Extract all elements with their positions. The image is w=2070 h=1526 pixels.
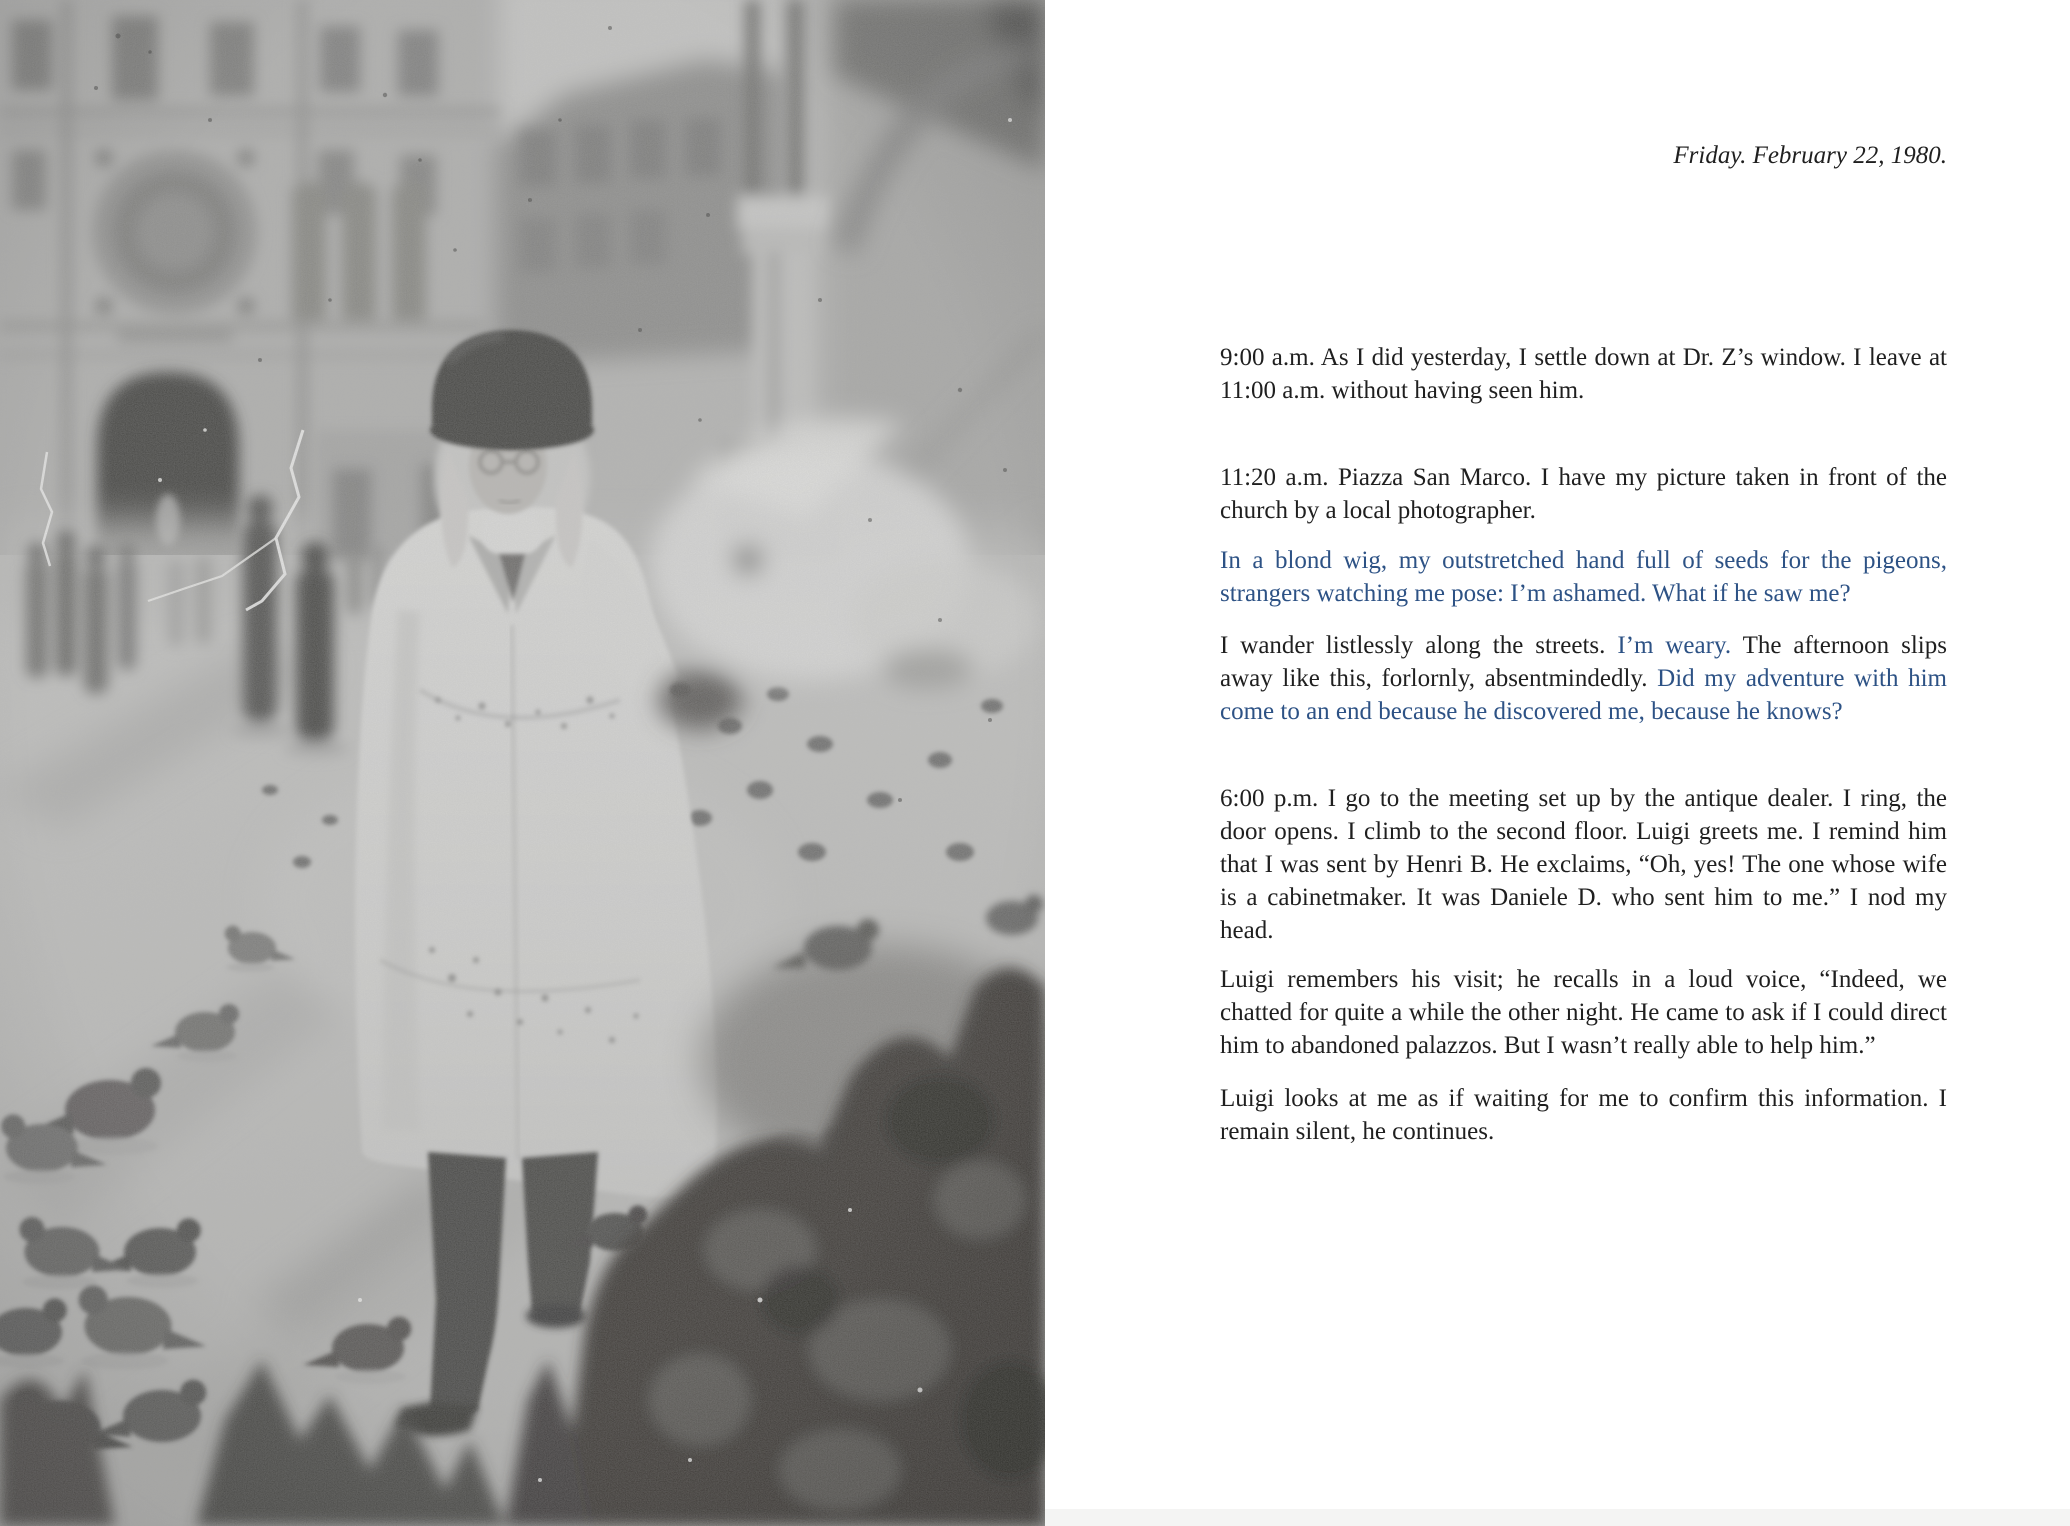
diary-entry: [1220, 0, 1947, 1148]
diary-paragraph: [1220, 461, 1947, 527]
diary-paragraph: [1220, 963, 1947, 1062]
entry-date: Friday. February 22, 1980.: [1673, 142, 1947, 169]
diary-paragraph: [1220, 629, 1947, 728]
diary-paragraph: [1220, 1082, 1947, 1148]
diary-paragraph: [1220, 341, 1947, 407]
text-segment: Luigi remembers his visit; he recalls in a loud voice, “Indeed, we chatted for quite a while the other night. He came to ask if I could direct him to abandoned palazzos. But I wasn’t really able to help him.”: [1220, 966, 1947, 1059]
text-segment: I’m weary.: [1617, 632, 1732, 659]
text-segment: In a blond wig, my outstretched hand full of seeds for the pigeons, strangers watching me pose: I’m ashamed. What if he saw me?: [1220, 547, 1947, 607]
text-segment: The afternoon slips away like this, forlornly, absentmindedly.: [1220, 632, 1947, 692]
text-segment: 11:20 a.m. Piazza San Marco. I have my picture taken in front of the church by a local photographer.: [1220, 464, 1947, 524]
text-segment: Did my adventure with him come to an end because he discovered me, because he knows?: [1220, 665, 1947, 725]
text-segment: 6:00 p.m. I go to the meeting set up by the antique dealer. I ring, the door opens. I climb to the second floor. Luigi greets me. I remind him that I was sent by Henri B. He exclaims, “Oh, yes! The one whose wife is a cabinetmaker. It was Daniele D. who sent him to me.” I nod my head.: [1220, 785, 1947, 944]
text-segment: Luigi looks at me as if waiting for me to confirm this information. I remain silent, he continues.: [1220, 1085, 1947, 1145]
diary-paragraph: [1220, 782, 1947, 947]
text-segment: 9:00 a.m. As I did yesterday, I settle down at Dr. Z’s window. I leave at 11:00 a.m. without having seen him.: [1220, 344, 1947, 404]
diary-paragraph: [1220, 544, 1947, 610]
text-segment: I wander listlessly along the streets.: [1220, 632, 1618, 659]
page-bottom-strip: [1045, 1509, 2070, 1526]
text-page: [1045, 0, 2070, 1526]
